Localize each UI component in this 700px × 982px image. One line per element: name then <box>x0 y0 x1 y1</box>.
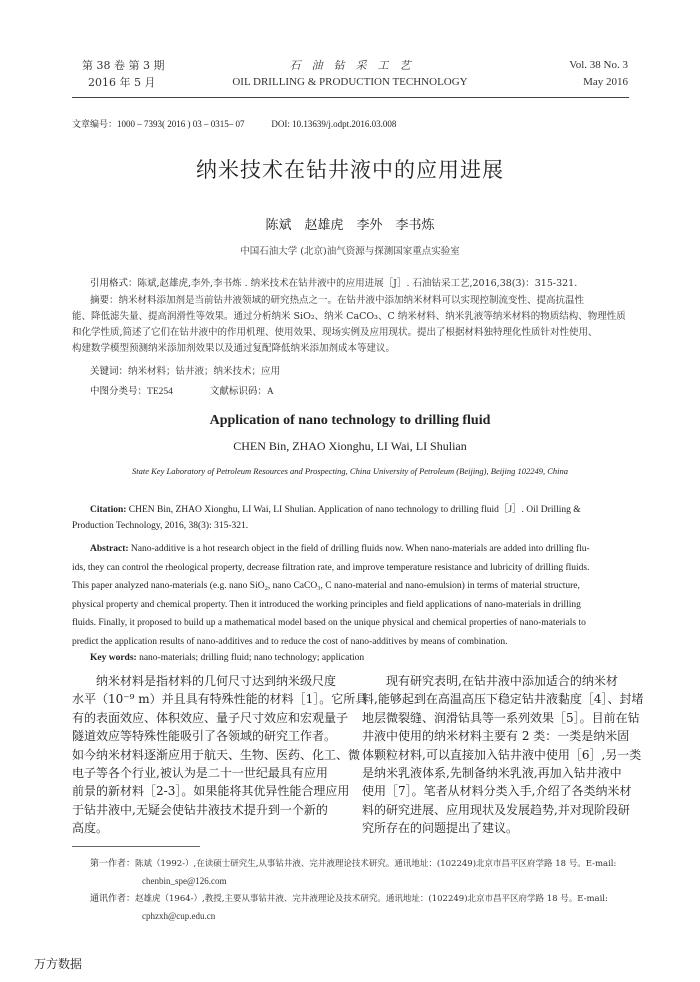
body-left-line: 有的表面效应、体积效应、量子尺寸效应和宏观量子 <box>72 710 349 725</box>
authors-cn: 陈斌 赵雄虎 李外 李书炼 <box>265 218 435 233</box>
footnote-corresponding-author <box>90 891 635 925</box>
body-left-line: 如今纳米材料逐渐应用于航天、生物、医药、化工、微 <box>72 747 361 762</box>
article-no: 1000 – 7393( 2016 ) 03 – 0315– 07 <box>117 119 245 129</box>
doc-code: A <box>266 387 274 397</box>
first-author-email: chenbin_spe@126.com <box>142 876 227 886</box>
citation-en-line2: Production Technology, 2016, 38(3): 315-321. <box>72 521 249 531</box>
keywords-cn-text: 纳米材料；钻井液；纳米技术；应用 <box>128 366 281 377</box>
body-left-line: 前景的新材料［2-3］。如果能将其优异性能合理应用 <box>72 784 350 799</box>
body-left-line: 纳米材料是指材料的几何尺寸达到纳米级尺度 <box>72 674 337 688</box>
citation-en-label: Citation: <box>90 505 127 515</box>
body-right-line: 地层微裂缝、润滑钻具等一系列效果［5］。目前在钻 <box>362 710 640 725</box>
header-date-en: May 2016 <box>583 76 628 88</box>
abstract-cn-line3: 和化学性质,简述了它们在钻井液中的作用机理、使用效果、现场实例及应用现状。提出了根据材料独特理化性质针对性使用、 <box>72 327 598 338</box>
body-right-line: 料的研究进展、应用现状及发展趋势,并对现阶段研 <box>362 802 630 817</box>
body-left-line: 高度。 <box>72 821 109 836</box>
abstract-en-line4: physical property and chemical property. Then it introduced the working principles and field applications of nano-materials in drilling <box>72 599 581 610</box>
body-left-line: 水平（10⁻⁹ m）并且具有特殊性能的材料［1］。它所具 <box>72 692 368 707</box>
corr-author-email: cphzxh@cup.edu.cn <box>142 911 216 921</box>
body-left-line: 隧道效应等特殊性能吸引了各领域的研究工作者。 <box>72 729 337 744</box>
classification <box>90 384 274 400</box>
header-date-cn: 2016 年 5 月 <box>88 76 156 89</box>
body-left-line: 于钻井液中,无疑会使钻井液技术提升到一个新的 <box>72 802 328 817</box>
citation-cn-text: 陈斌,赵雄虎,李外,李书炼 . 纳米技术在钻井液中的应用进展［J］. 石油钻采工艺,2016,38(3)：315-321. <box>137 278 578 289</box>
article-no-label: 文章编号： <box>72 120 118 130</box>
abstract-en-label: Abstract: <box>90 544 129 554</box>
body-left-line: 电子等各个行业,被认为是二十一世纪最具有应用 <box>72 766 328 781</box>
abstract-en-line1: Nano-additive is a hot research object in the field of drilling fluids now. When nano-materials are added into drilling flu- <box>128 544 590 554</box>
affiliation-cn: 中国石油大学 (北京)油气资源与探测国家重点实验室 <box>240 246 460 257</box>
header-volume-en: Vol. 38 No. 3 <box>569 59 628 71</box>
footnote-first-author <box>90 856 635 890</box>
body-right-line: 体颗粒材料,可以直接加入钻井液中使用［6］,另一类 <box>362 747 642 762</box>
citation-en <box>72 502 632 534</box>
article-meta <box>72 117 396 130</box>
abstract-cn-line2: 能、降低滤失量、提高润滑性等效果。通过分析纳米 SiO₂、纳米 CaCO₃、C 纳米材料、纳米乳液等纳米材料的物质结构、物理性质 <box>72 311 626 322</box>
citation-cn <box>90 276 630 292</box>
keywords-en-label: Key words: <box>90 653 137 663</box>
abstract-en-line6: predict the application results of nano-additives and to reduce the cost of nano-additives by means of combination. <box>72 636 508 647</box>
abstract-cn-line4: 构建数学模型预测纳米添加剂效果以及通过复配降低纳米添加剂成本等建议。 <box>72 343 396 354</box>
citation-cn-label: 引用格式： <box>90 278 138 289</box>
page-title-cn: 纳米技术在钻井液中的应用进展 <box>196 158 504 182</box>
body-right-line: 现有研究表明,在钻井液中添加适合的纳米材 <box>362 674 618 688</box>
abstract-en-line3: This paper analyzed nano-materials (e.g. nano SiO₂, nano CaCO₃, C nano-material and nano-emulsion) in terms of material structure, <box>72 581 580 591</box>
body-right-line: 使用［7］。笔者从材料分类入手,介绍了各类纳米材 <box>362 784 632 799</box>
abstract-cn <box>72 293 632 357</box>
affiliation-en: State Key Laboratory of Petroleum Resources and Prospecting, China University of Petroleum (Beijing), Beijing 102249, China <box>132 466 568 476</box>
doc-label: 文献标识码： <box>209 386 267 397</box>
keywords-cn-label: 关键词： <box>90 366 129 377</box>
corr-author-label: 通讯作者： <box>90 894 136 904</box>
body-right-line: 是纳米乳液体系,先制备纳米乳液,再加入钻井液中 <box>362 766 622 781</box>
doi: DOI: 10.13639/j.odpt.2016.03.008 <box>271 119 397 129</box>
abstract-en <box>72 540 632 651</box>
body-right-line: 究所存在的问题提出了建议。 <box>362 821 519 836</box>
citation-en-line1: CHEN Bin, ZHAO Xionghu, LI Wai, LI Shulian. Application of nano technology to drilling fluid［J］. Oil Drilling & <box>126 505 581 515</box>
clc-code: TE254 <box>147 387 173 397</box>
clc-label: 中图分类号： <box>90 386 148 397</box>
corr-author-line1: 赵雄虎（1964-）,教授,主要从事钻井液、完井液理论及技术研究。通讯地址：(102249)北京市昌平区府学路 18 号。E-mail: <box>135 894 608 904</box>
body-column-right <box>362 672 644 838</box>
keywords-en <box>90 650 364 666</box>
header-rule <box>72 97 629 98</box>
abstract-en-line5: fluids. Finally, it proposed to build up a mathematical model based on the unique physical and chemical properties of nano-materials to <box>72 618 586 628</box>
footnote-rule <box>72 846 200 847</box>
body-column-left <box>72 672 368 838</box>
body-right-line: 料,能够起到在高温高压下稳定钻井液黏度［4］、封堵 <box>362 692 644 707</box>
keywords-cn <box>90 364 280 380</box>
first-author-label: 第一作者： <box>90 859 136 869</box>
header-journal-en: OIL DRILLING & PRODUCTION TECHNOLOGY <box>232 76 468 88</box>
abstract-cn-label: 摘要： <box>90 295 119 306</box>
abstract-en-line2: ids, they can control the rheological property, decrease filtration rate, and improve temperature resistance and lubricity of drilling fluids. <box>72 562 590 573</box>
keywords-en-text: nano-materials; drilling fluid; nano technology; application <box>136 653 365 663</box>
authors-en: CHEN Bin, ZHAO Xionghu, LI Wai, LI Shulian <box>233 439 467 453</box>
body-right-line: 井液中使用的纳米材料主要有 2 类：一类是纳米固 <box>362 729 630 744</box>
watermark-text: 万方数据 <box>34 957 83 971</box>
header-volume-cn: 第 38 卷 第 3 期 <box>82 59 165 72</box>
header-journal-cn: 石 油 钻 采 工 艺 <box>289 59 411 72</box>
first-author-line1: 陈斌（1992-）,在读硕士研究生,从事钻井液、完井液理论技术研究。通讯地址：(102249)北京市昌平区府学路 18 号。E-mail: <box>135 859 617 869</box>
page-title-en: Application of nano technology to drilling fluid <box>209 413 491 428</box>
abstract-cn-line1: 纳米材料添加剂是当前钻井液领域的研究热点之一。在钻井液中添加纳米材料可以实现控制流变性、提高抗温性 <box>118 295 585 306</box>
